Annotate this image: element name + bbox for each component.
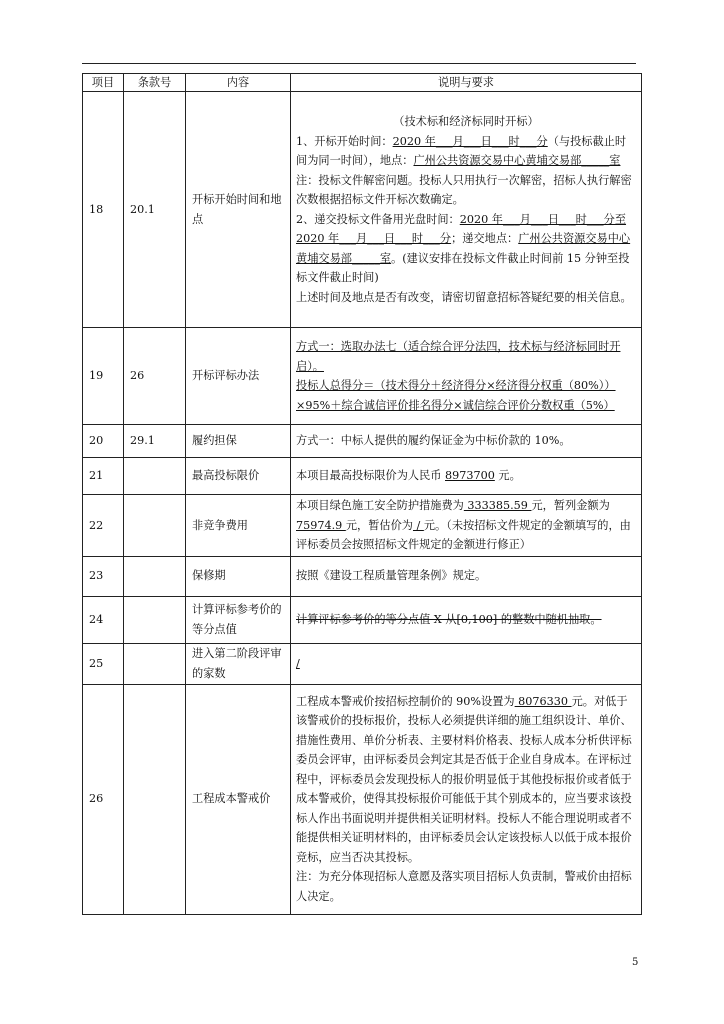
table-row [83, 596, 642, 643]
row-clause: 20.1 [124, 92, 186, 328]
req-paragraph: 注：为充分体现招标人意愿及落实项目招标人负责制，警戒价由招标人决定。 [296, 870, 632, 903]
row-requirement: 按照《建设工程质量管理条例》规定。 [291, 556, 642, 596]
row-content: 工程成本警戒价 [186, 684, 291, 914]
row-item: 25 [83, 643, 124, 684]
req-paragraph: 1、开标开始时间：2020 年___月___日___时___分（与投标截止时间为同一时间），地点：广州公共资源交易中心黄埔交易部_____室 [296, 134, 627, 167]
row-clause [124, 643, 186, 684]
header-requirement: 说明与要求 [291, 74, 642, 92]
row-content: 最高投标限价 [186, 458, 291, 495]
row-content: 开标评标办法 [186, 328, 291, 425]
row-content: 保修期 [186, 556, 291, 596]
table-row [83, 556, 642, 596]
row-content: 开标开始时间和地点 [186, 92, 291, 328]
row-requirement [291, 328, 642, 425]
row-requirement: 本项目最高投标限价为人民币 8973700 元。 [291, 458, 642, 495]
table-row [83, 495, 642, 557]
row-clause: 29.1 [124, 425, 186, 458]
header-content: 内容 [186, 74, 291, 92]
row-requirement: / [291, 643, 642, 684]
row-clause [124, 596, 186, 643]
bid-terms-table [82, 73, 642, 915]
header-clause: 条款号 [124, 74, 186, 92]
req-paragraph: 工程成本警戒价按招标控制价的 90%设置为 8076330 元。对低于该警戒价的投标报价，投标人必须提供详细的施工组织设计、单价、措施性费用、单价分析表、主要材料价格表、投标人成本分析供评标委员会评审，由评标委员会判定其是否低于企业自身成本。在评标过程中，评标委员会发现投标人的报价明显低于其他投标报价或者低于成本警戒价，使得其投标报价可能低于其个别成本的，应当要求该投标人作出书面说明并提供相关证明材料。投标人不能合理说明或者不能提供相关证明材料的，由评标委员会认定该投标人以低于成本报价竞标，应当否决其投标。 [296, 694, 632, 864]
row-item: 19 [83, 328, 124, 425]
header-item: 项目 [83, 74, 124, 92]
row-clause [124, 556, 186, 596]
row-clause: 26 [124, 328, 186, 425]
table-header-row [83, 74, 642, 92]
row-clause [124, 684, 186, 914]
row-requirement: 方式一：中标人提供的履约保证金为中标价款的 10%。 [291, 425, 642, 458]
row-item: 18 [83, 92, 124, 328]
req-paragraph: 2、递交投标文件备用光盘时间：2020 年___月___日___时___分至 2020 年___月___日___时___分；递交地点：广州公共资源交易中心黄埔交易部_____室。(建议安排在投标文件截止时间前 15 分钟至投标文件截止时间) [296, 212, 631, 284]
row-item: 26 [83, 684, 124, 914]
row-item: 23 [83, 556, 124, 596]
row-content: 履约担保 [186, 425, 291, 458]
row-item: 22 [83, 495, 124, 557]
table-row [83, 643, 642, 684]
req-paragraph: 方式一：选取办法七（适合综合评分法四，技术标与经济标同时开启）。 [296, 340, 621, 373]
row-requirement: 计算评标参考价的等分点值 X 从[0,100] 的整数中随机抽取。 [291, 596, 642, 643]
req-paragraph: 上述时间及地点是否有改变，请密切留意招标答疑纪要的相关信息。 [296, 290, 632, 304]
row-clause [124, 495, 186, 557]
req-line: （技术标和经济标同时开标） [393, 115, 539, 128]
row-clause [124, 458, 186, 495]
row-content: 计算评标参考价的等分点值 [186, 596, 291, 643]
req-paragraph: 投标人总得分＝（技术得分＋经济得分×经济得分权重（80%））×95%＋综合诚信评价排名得分×诚信综合评价分数权重（5%） [296, 379, 616, 412]
row-requirement: 本项目绿色施工安全防护措施费为 333385.59 元，暂列金额为 75974.9 元，暂估价为 / 元。（未按招标文件规定的金额填写的，由评标委员会按照招标文件规定的金额进行修正） [291, 495, 642, 557]
row-item: 20 [83, 425, 124, 458]
row-item: 24 [83, 596, 124, 643]
page-number: 5 [632, 957, 639, 968]
row-item: 21 [83, 458, 124, 495]
req-paragraph: 注：投标文件解密问题。投标人只用执行一次解密，招标人执行解密次数根据招标文件开标次数确定。 [296, 173, 632, 206]
table-row [83, 458, 642, 495]
table-row [83, 92, 642, 328]
row-requirement [291, 92, 642, 328]
row-content: 非竞争费用 [186, 495, 291, 557]
row-requirement [291, 684, 642, 914]
row-content: 进入第二阶段评审的家数 [186, 643, 291, 684]
header-rule [82, 63, 636, 64]
table-row [83, 328, 642, 425]
table-row [83, 425, 642, 458]
table-row [83, 684, 642, 914]
